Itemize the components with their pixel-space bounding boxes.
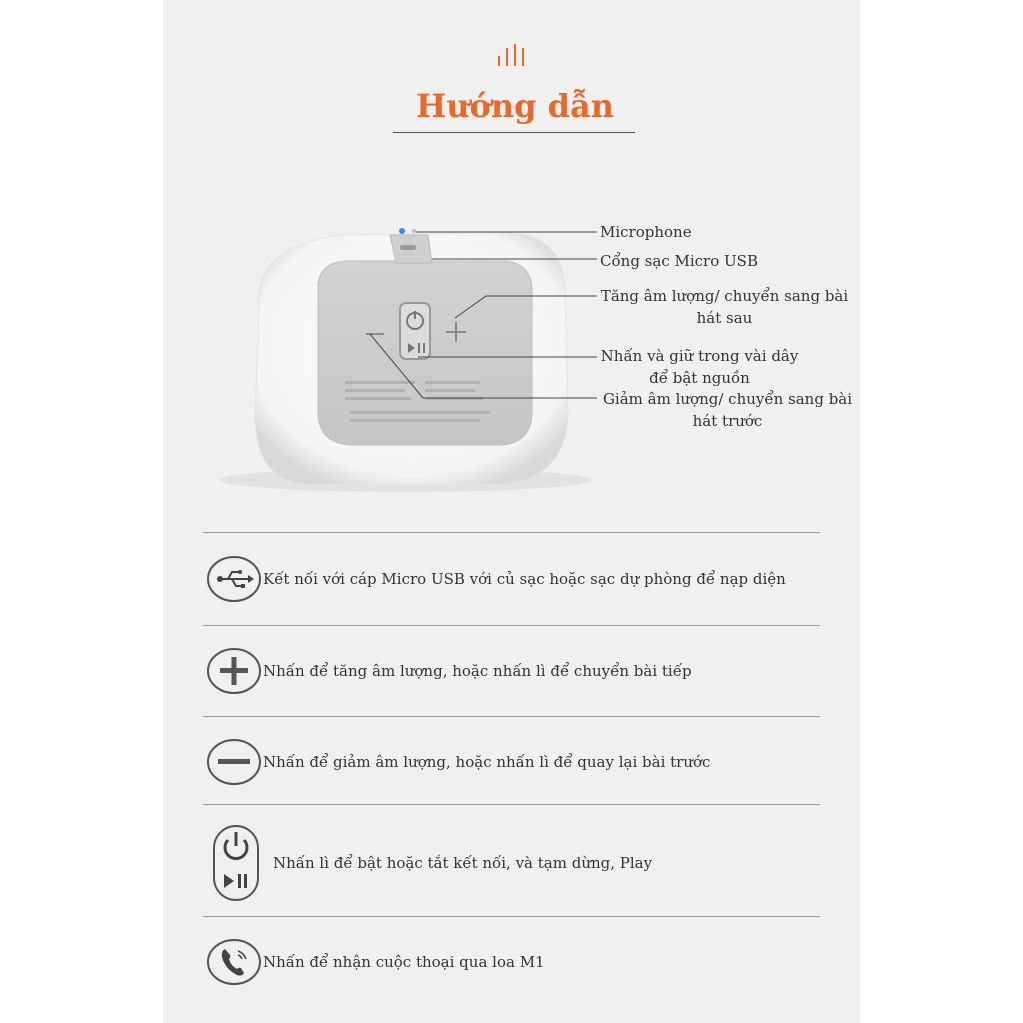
title-underline [393,132,635,133]
instruction-row-minus [205,737,820,787]
callout-volume-down [600,388,855,432]
callout-volume-down-line2: hát trước [692,412,763,430]
divider [203,532,820,533]
callout-power-line2: để bật nguồn [649,369,750,387]
callout-volume-down-line1: Giảm âm lượng/ chuyển sang bài [602,390,853,408]
instruction-text-plus: Nhấn để tăng âm lượng, hoặc nhấn lì để chuyển bài tiếp [263,662,692,680]
callout-power-line1: Nhấn và giữ trong vài dây [600,347,799,365]
callout-microphone: Microphone [600,223,692,241]
instruction-row-usb [205,554,820,604]
divider [203,625,820,626]
instruction-row-phone [205,937,820,987]
divider [203,716,820,717]
callout-usb-port: Cổng sạc Micro USB [600,252,758,270]
speaker-illustration [200,215,620,505]
phone-icon [205,937,263,987]
callout-volume-up [597,285,852,329]
minus-icon [205,737,263,787]
callout-power [597,345,802,389]
instruction-text-phone: Nhấn để nhận cuộc thoại qua loa M1 [263,953,545,971]
usb-icon [205,554,263,604]
instruction-row-power [205,824,820,902]
power-play-pause-icon [205,824,263,902]
instruction-text-power: Nhấn lì để bật hoặc tắt kết nối, và tạm dừng, Play [273,854,653,872]
instruction-row-plus [205,646,820,696]
instruction-text-minus: Nhấn để giảm âm lượng, hoặc nhấn lì để quay lại bài trước [263,753,711,771]
callout-volume-up-line2: hát sau [696,309,753,327]
page-title: Hướng dẫn [416,87,614,125]
divider [203,916,820,917]
callout-volume-up-line1: Tăng âm lượng/ chuyển sang bài [600,287,849,305]
divider [203,804,820,805]
instruction-text-usb: Kết nối với cáp Micro USB với củ sạc hoặc sạc dự phòng để nạp diện [263,570,786,588]
sound-bars-icon [496,42,528,66]
plus-icon [205,646,263,696]
